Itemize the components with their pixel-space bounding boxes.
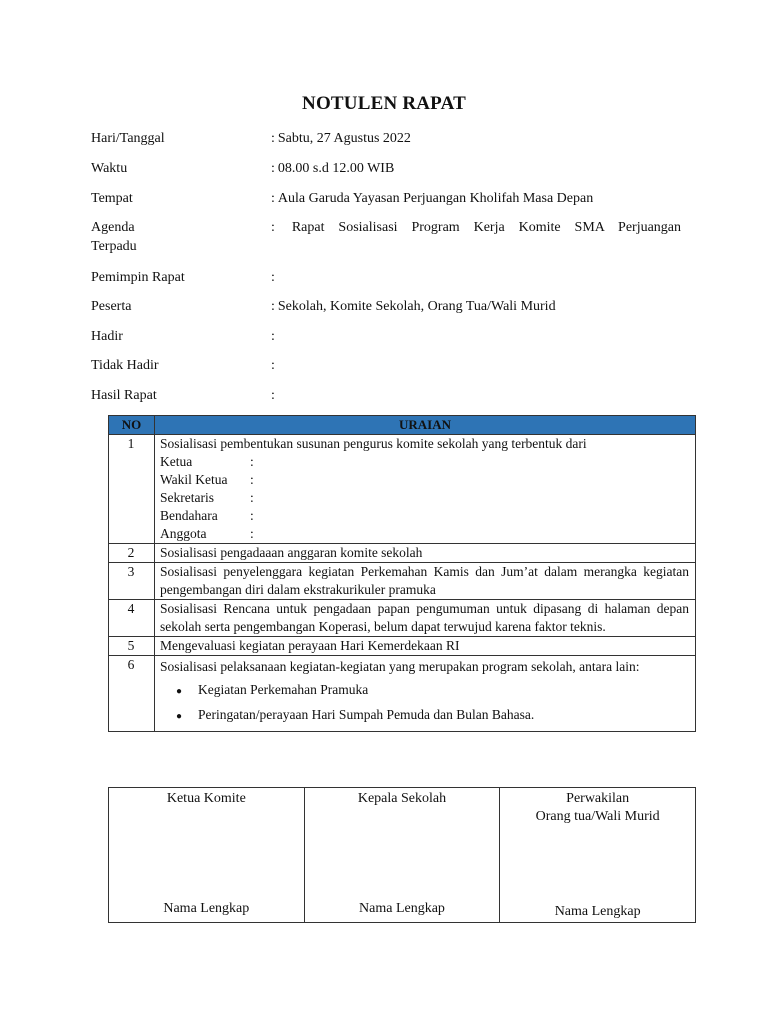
row-description: Mengevaluasi kegiatan perayaan Hari Kemerdekaan RI (155, 637, 696, 656)
table-row (109, 637, 696, 656)
info-value: : (271, 358, 275, 373)
minutes-table (108, 415, 696, 732)
info-value: : Rapat Sosialisasi Program Kerja Komite SMA Perjuangan (271, 220, 682, 235)
row-number: 4 (109, 600, 155, 637)
row-number: 2 (109, 544, 155, 563)
signature-box-kepala-sekolah (304, 788, 500, 923)
position-line: Bendahara : (160, 508, 254, 523)
info-value: : (271, 329, 275, 344)
header-no: NO (109, 416, 155, 435)
position-line: Sekretaris : (160, 490, 254, 505)
bullet-icon: ● (175, 711, 183, 722)
table-row (109, 544, 696, 563)
info-row-agenda (91, 218, 681, 258)
info-value: : (271, 388, 275, 403)
row-number: 3 (109, 563, 155, 600)
info-label: Tempat (91, 191, 133, 206)
row-number: 5 (109, 637, 155, 656)
bullet-icon: ● (175, 686, 183, 697)
info-label: Pemimpin Rapat (91, 270, 185, 285)
table-row (109, 600, 696, 637)
signature-role-2: Orang tua/Wali Murid (535, 809, 660, 824)
row-description: Sosialisasi pengadaaan anggaran komite sekolah (155, 544, 696, 563)
signature-name: Nama Lengkap (554, 904, 641, 919)
document-title: NOTULEN RAPAT (302, 93, 466, 114)
info-value: : Sabtu, 27 Agustus 2022 (271, 131, 411, 146)
position-line: Wakil Ketua : (160, 472, 254, 487)
position-line: Anggota : (160, 526, 254, 541)
table-row (109, 563, 696, 600)
info-label: Peserta (91, 299, 132, 314)
info-label: Tidak Hadir (91, 358, 159, 373)
info-value: : (271, 270, 275, 285)
table-header-row (109, 416, 696, 435)
row-description (155, 435, 696, 544)
bullet-item: ● Peringatan/perayaan Hari Sumpah Pemuda dan Bulan Bahasa. (160, 706, 689, 726)
row-description (155, 656, 696, 732)
info-value: : Aula Garuda Yayasan Perjuangan Kholifah Masa Depan (271, 191, 594, 206)
table-row (109, 435, 696, 544)
info-value: : Sekolah, Komite Sekolah, Orang Tua/Wali Murid (271, 299, 556, 314)
info-label: Hadir (91, 329, 123, 344)
agenda-continuation: Terpadu (91, 239, 137, 254)
row-text: Sosialisasi pembentukan susunan pengurus komite sekolah yang terbentuk dari (160, 436, 587, 451)
signature-role: Perwakilan (566, 791, 630, 806)
row-description: Sosialisasi penyelenggara kegiatan Perkemahan Kamis dan Jum’at dalam merangka kegiatan pengembangan diri dalam ekstrakurikuler pramuka (155, 563, 696, 600)
info-label: Hari/Tanggal (91, 131, 165, 146)
row-text: Sosialisasi pelaksanaan kegiatan-kegiatan yang merupakan program sekolah, antara lain: (160, 659, 640, 674)
bullet-item: ● Kegiatan Perkemahan Pramuka (160, 681, 689, 701)
info-label: Waktu (91, 161, 128, 176)
row-number: 1 (109, 435, 155, 544)
signature-box-ketua-komite (109, 788, 305, 923)
row-number: 6 (109, 656, 155, 732)
info-value: : 08.00 s.d 12.00 WIB (271, 161, 395, 176)
signature-role: Kepala Sekolah (357, 791, 447, 806)
signature-box-wali-murid (500, 788, 696, 923)
signature-name: Nama Lengkap (359, 901, 445, 916)
row-description: Sosialisasi Rencana untuk pengadaan papan pengumuman untuk dipasang di halaman depan sekolah serta pengembangan Koperasi, belum dapat terwujud karena faktor teknis. (155, 600, 696, 637)
table-row (109, 656, 696, 732)
header-uraian: URAIAN (155, 416, 696, 435)
info-label: Hasil Rapat (91, 388, 157, 403)
signature-role: Ketua Komite (166, 791, 246, 806)
info-label: Agenda (91, 220, 135, 235)
signature-table (108, 787, 696, 923)
signature-name: Nama Lengkap (163, 901, 250, 916)
position-line: Ketua : (160, 454, 254, 469)
